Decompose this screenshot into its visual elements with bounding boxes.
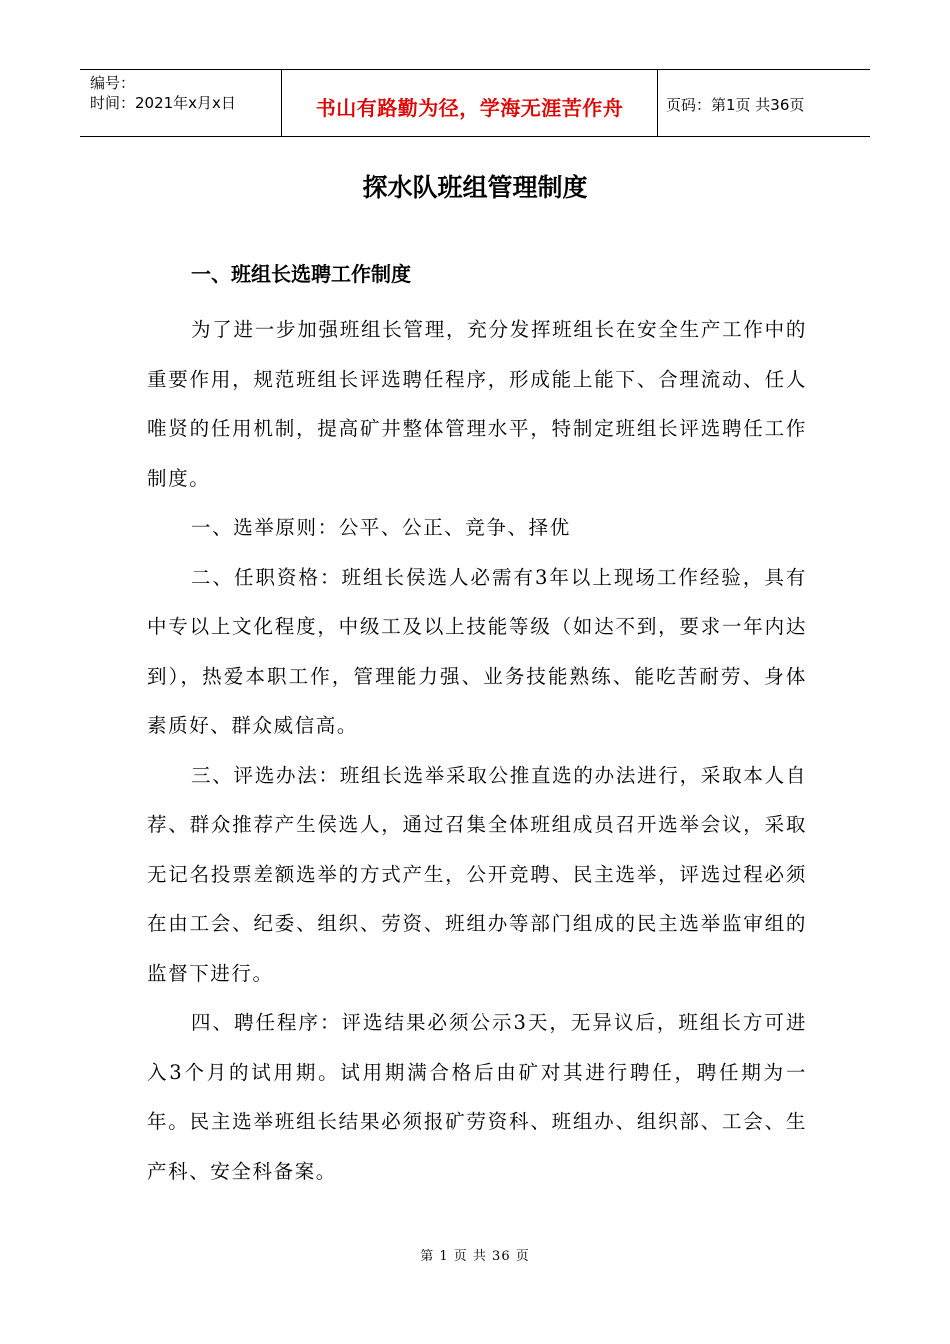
- paragraph-intro: 为了进一步加强班组长管理，充分发挥班组长在安全生产工作中的重要作用，规范班组长评选聘任程序，形成能上能下、合理流动、任人唯贤的任用机制，提高矿井整体管理水平，特制定班组长评选聘任工作制度。: [147, 318, 807, 490]
- section-heading: 一、班组长选聘工作制度: [191, 262, 411, 286]
- paragraph-principles: 一、选举原则：公平、公正、竞争、择优: [191, 516, 571, 539]
- document-header: [80, 69, 870, 137]
- motto-text: 书山有路勤为径，学海无涯苦作舟: [315, 96, 624, 120]
- page-footer: 第 1 页 共 36 页: [420, 1249, 530, 1264]
- number-label: 编号：: [90, 74, 136, 92]
- page-number-label: 页码：第1页 共36页: [666, 96, 805, 114]
- time-label: 时间：2021年x月x日: [90, 94, 236, 112]
- document-title: 探水队班组管理制度: [362, 173, 588, 202]
- paragraph-qualifications: 二、任职资格：班组长侯选人必需有3年以上现场工作经验，具有中专以上文化程度，中级工及以上技能等级（如达不到，要求一年内达到），热爱本职工作，管理能力强、业务技能熟练、能吃苦耐劳、身体素质好、群众威信高。: [147, 565, 807, 737]
- paragraph-appointment-procedure: 四、聘任程序：评选结果必须公示3天，无异议后，班组长方可进入3个月的试用期。试用期满合格后由矿对其进行聘任，聘任期为一年。民主选举班组长结果必须报矿劳资科、班组办、组织部、工会、生产科、安全科备案。: [147, 1011, 807, 1183]
- header-page-cell: [658, 70, 870, 136]
- document-body: [147, 256, 807, 1196]
- paragraph-selection-method: 三、评选办法：班组长选举采取公推直选的办法进行，采取本人自荐、群众推荐产生侯选人，通过召集全体班组成员召开选举会议，采取无记名投票差额选举的方式产生，公开竞聘、民主选举，评选过程必须在由工会、纪委、组织、劳资、班组办等部门组成的民主选举监审组的监督下进行。: [147, 763, 807, 985]
- header-motto-cell: [282, 70, 658, 136]
- header-meta-cell: [80, 70, 282, 136]
